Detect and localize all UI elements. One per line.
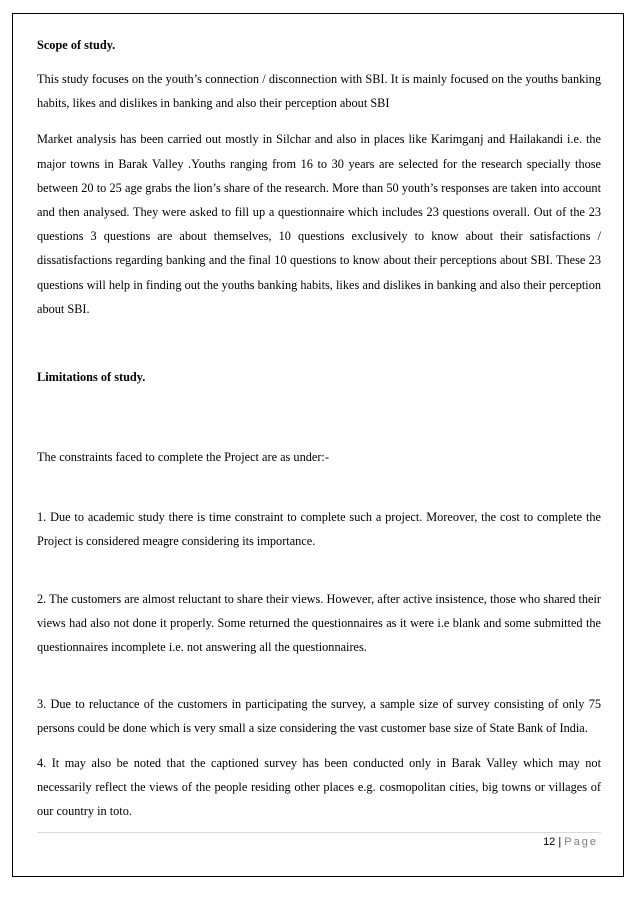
scope-paragraph-2: Market analysis has been carried out mostly in Silchar and also in places like Karimganj and Hailakandi i.e. the major towns in Barak Valley .Youths ranging from 16 to 30 years are selected for the research specially those between 20 to 25 age grabs the lion’s share of the research. More than 50 youth’s responses are taken into account and then analysed. They were asked to fill up a questionnaire which includes 23 questions overall. Out of the 23 questions 3 questions are about themselves, 10 questions exclusively to know about their satisfactions / dissatisfactions regarding banking and the final 10 questions to know about their perceptions about SBI. These 23 questions will help in finding out the youths banking habits, likes and dislikes in banking and also their perception about SBI. <box>37 132 601 316</box>
constraints-intro: The constraints faced to complete the Project are as under:- <box>37 450 329 465</box>
document-body <box>37 33 601 823</box>
page-number: 12 <box>543 836 556 848</box>
limitations-heading: Limitations of study. <box>37 370 146 385</box>
page-footer <box>543 836 598 848</box>
limitation-item-4: 4. It may also be noted that the captioned survey has been conducted only in Barak Valley which may not necessarily reflect the views of the people residing other places e.g. cosmopolitan cities, big towns or villages of our country in toto. <box>37 755 601 819</box>
limitation-item-2: 2. The customers are almost reluctant to share their views. However, after active insistence, those who shared their views had also not done it properly. Some returned the questionnaires as it were i.e blank and some submitted the questionnaires incomplete i.e. not answering all the questionnaires. <box>37 591 601 655</box>
scope-heading: Scope of study. <box>37 38 116 52</box>
page-separator: | <box>558 836 562 848</box>
limitation-item-3: 3. Due to reluctance of the customers in participating the survey, a sample size of survey consisting of only 75 persons could be done which is very small a size considering the vast customer base size of State Bank of India. <box>37 697 601 736</box>
limitation-item-1: 1. Due to academic study there is time constraint to complete such a project. Moreover, the cost to complete the Project is considered meagre considering its importance. <box>37 510 601 549</box>
page-label: Page <box>564 836 598 848</box>
scope-paragraph-1: This study focuses on the youth’s connection / disconnection with SBI. It is mainly focused on the youths banking habits, likes and dislikes in banking and also their perception about SBI <box>37 72 601 111</box>
footer-divider <box>37 832 601 833</box>
